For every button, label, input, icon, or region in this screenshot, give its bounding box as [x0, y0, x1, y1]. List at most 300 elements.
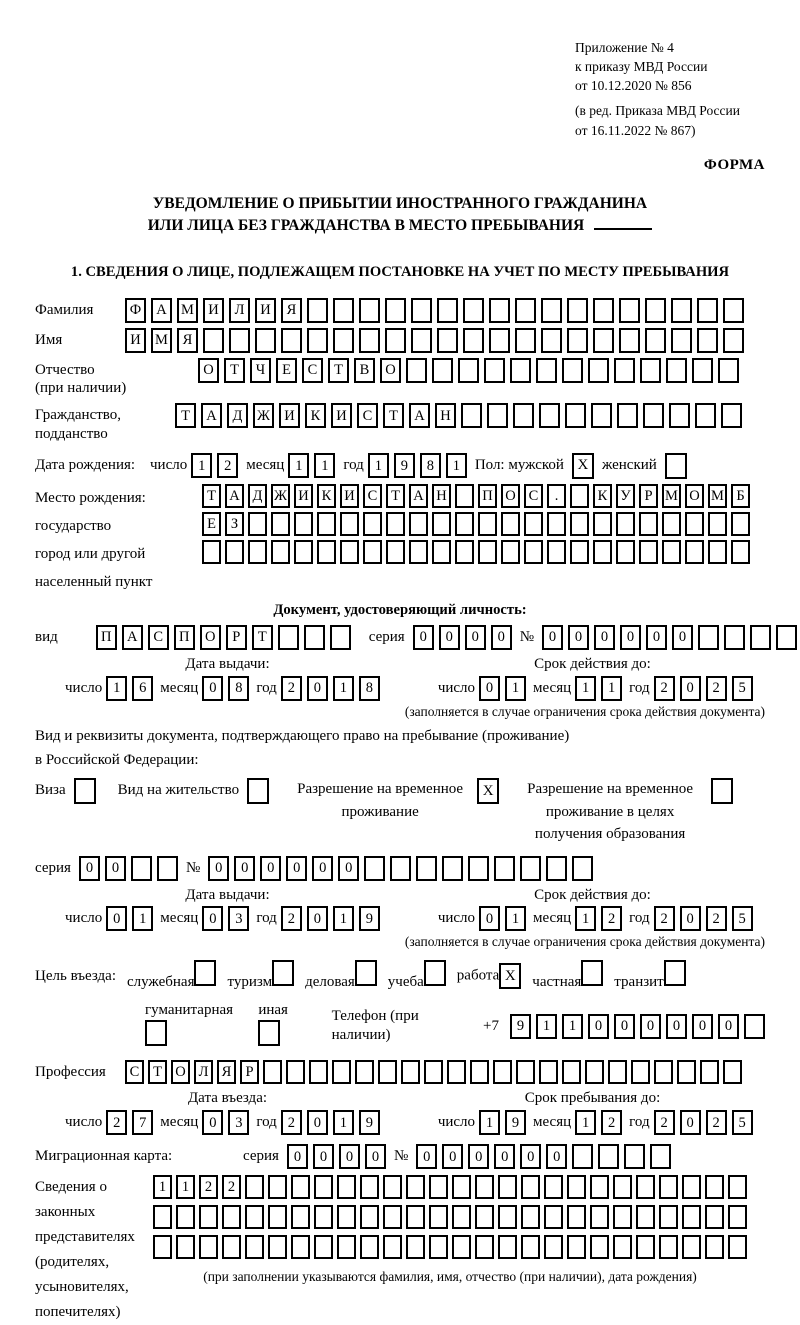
char-box[interactable]: 9	[359, 906, 380, 931]
char-box[interactable]	[447, 1060, 466, 1084]
char-box[interactable]	[437, 298, 458, 323]
char-box[interactable]	[728, 1205, 747, 1229]
char-box[interactable]	[516, 1060, 535, 1084]
char-box[interactable]	[455, 540, 474, 564]
char-box[interactable]: 0	[479, 906, 500, 931]
char-box[interactable]: 0	[105, 856, 126, 881]
char-box[interactable]: 9	[510, 1014, 531, 1039]
char-box[interactable]	[728, 1235, 747, 1259]
char-box[interactable]: М	[708, 484, 727, 508]
visa-checkbox[interactable]	[74, 778, 96, 804]
char-box[interactable]	[631, 1060, 650, 1084]
char-box[interactable]	[333, 328, 354, 353]
char-box[interactable]: 2	[199, 1175, 218, 1199]
char-box[interactable]	[659, 1205, 678, 1229]
char-box[interactable]	[307, 298, 328, 323]
char-box[interactable]	[570, 512, 589, 536]
char-box[interactable]: 1	[505, 676, 526, 701]
purpose-humanitarian-checkbox[interactable]	[145, 1020, 167, 1046]
char-box[interactable]: 8	[420, 453, 441, 478]
char-box[interactable]: У	[616, 484, 635, 508]
char-box[interactable]	[222, 1205, 241, 1229]
char-box[interactable]	[698, 625, 719, 650]
char-box[interactable]: 0	[620, 625, 641, 650]
char-box[interactable]	[501, 540, 520, 564]
char-box[interactable]: 0	[339, 1144, 360, 1169]
char-box[interactable]	[645, 328, 666, 353]
char-box[interactable]	[432, 512, 451, 536]
char-box[interactable]	[406, 358, 427, 383]
char-box[interactable]: И	[331, 403, 352, 428]
char-box[interactable]: 0	[439, 625, 460, 650]
char-box[interactable]	[750, 625, 771, 650]
char-box[interactable]: 1	[314, 453, 335, 478]
char-box[interactable]	[432, 540, 451, 564]
char-box[interactable]	[489, 298, 510, 323]
char-box[interactable]: 0	[79, 856, 100, 881]
char-box[interactable]: .	[547, 484, 566, 508]
char-box[interactable]	[705, 1175, 724, 1199]
char-box[interactable]: О	[380, 358, 401, 383]
char-box[interactable]: 3	[228, 1110, 249, 1135]
char-box[interactable]: 1	[333, 1110, 354, 1135]
char-box[interactable]: 0	[718, 1014, 739, 1039]
char-box[interactable]	[291, 1235, 310, 1259]
char-box[interactable]: 8	[228, 676, 249, 701]
char-box[interactable]: С	[302, 358, 323, 383]
purpose-private-checkbox[interactable]	[581, 960, 603, 986]
char-box[interactable]	[463, 328, 484, 353]
char-box[interactable]	[585, 1060, 604, 1084]
char-box[interactable]: Н	[435, 403, 456, 428]
char-box[interactable]	[429, 1235, 448, 1259]
char-box[interactable]	[330, 625, 351, 650]
char-box[interactable]	[659, 1235, 678, 1259]
char-box[interactable]: 5	[732, 676, 753, 701]
char-box[interactable]: А	[151, 298, 172, 323]
char-box[interactable]: 2	[106, 1110, 127, 1135]
char-box[interactable]	[314, 1235, 333, 1259]
char-box[interactable]	[723, 1060, 742, 1084]
purpose-other-checkbox[interactable]	[258, 1020, 280, 1046]
char-box[interactable]	[613, 1235, 632, 1259]
char-box[interactable]	[271, 540, 290, 564]
char-box[interactable]: Я	[281, 298, 302, 323]
char-box[interactable]: 0	[588, 1014, 609, 1039]
char-box[interactable]: 0	[680, 676, 701, 701]
char-box[interactable]: 0	[680, 1110, 701, 1135]
char-box[interactable]	[271, 512, 290, 536]
char-box[interactable]: К	[317, 484, 336, 508]
char-box[interactable]	[385, 298, 406, 323]
char-box[interactable]: 0	[680, 906, 701, 931]
char-box[interactable]: Т	[386, 484, 405, 508]
char-box[interactable]	[314, 1175, 333, 1199]
char-box[interactable]	[411, 298, 432, 323]
char-box[interactable]	[608, 1060, 627, 1084]
char-box[interactable]: 1	[575, 1110, 596, 1135]
char-box[interactable]	[317, 540, 336, 564]
char-box[interactable]: 1	[132, 906, 153, 931]
char-box[interactable]	[360, 1235, 379, 1259]
char-box[interactable]	[248, 512, 267, 536]
char-box[interactable]	[567, 1235, 586, 1259]
char-box[interactable]	[728, 1175, 747, 1199]
char-box[interactable]	[521, 1175, 540, 1199]
char-box[interactable]: Т	[175, 403, 196, 428]
char-box[interactable]: 2	[706, 1110, 727, 1135]
char-box[interactable]	[337, 1205, 356, 1229]
char-box[interactable]: 0	[491, 625, 512, 650]
char-box[interactable]	[682, 1235, 701, 1259]
char-box[interactable]: О	[501, 484, 520, 508]
char-box[interactable]: 2	[654, 1110, 675, 1135]
char-box[interactable]	[744, 1014, 765, 1039]
char-box[interactable]: А	[409, 484, 428, 508]
char-box[interactable]	[332, 1060, 351, 1084]
char-box[interactable]	[731, 540, 750, 564]
char-box[interactable]	[501, 512, 520, 536]
char-box[interactable]	[682, 1175, 701, 1199]
char-box[interactable]	[697, 328, 718, 353]
char-box[interactable]: 0	[646, 625, 667, 650]
char-box[interactable]	[547, 512, 566, 536]
char-box[interactable]: 0	[640, 1014, 661, 1039]
char-box[interactable]	[593, 512, 612, 536]
char-box[interactable]	[452, 1175, 471, 1199]
char-box[interactable]: 0	[338, 856, 359, 881]
char-box[interactable]	[468, 856, 489, 881]
char-box[interactable]: П	[478, 484, 497, 508]
char-box[interactable]	[489, 328, 510, 353]
char-box[interactable]	[314, 1205, 333, 1229]
char-box[interactable]	[662, 512, 681, 536]
char-box[interactable]: М	[151, 328, 172, 353]
char-box[interactable]	[718, 358, 739, 383]
char-box[interactable]: 0	[208, 856, 229, 881]
char-box[interactable]	[383, 1205, 402, 1229]
char-box[interactable]	[724, 625, 745, 650]
char-box[interactable]: 1	[575, 906, 596, 931]
char-box[interactable]	[619, 298, 640, 323]
char-box[interactable]	[153, 1235, 172, 1259]
char-box[interactable]	[695, 403, 716, 428]
char-box[interactable]	[645, 298, 666, 323]
char-box[interactable]: 2	[706, 676, 727, 701]
char-box[interactable]	[409, 540, 428, 564]
char-box[interactable]: С	[524, 484, 543, 508]
char-box[interactable]	[494, 856, 515, 881]
temp-residence-education-checkbox[interactable]	[711, 778, 733, 804]
char-box[interactable]: 9	[394, 453, 415, 478]
char-box[interactable]	[340, 512, 359, 536]
char-box[interactable]: Б	[731, 484, 750, 508]
char-box[interactable]: Т	[252, 625, 273, 650]
char-box[interactable]	[225, 540, 244, 564]
char-box[interactable]	[245, 1235, 264, 1259]
char-box[interactable]	[452, 1235, 471, 1259]
char-box[interactable]	[636, 1205, 655, 1229]
char-box[interactable]	[268, 1235, 287, 1259]
char-box[interactable]: 2	[706, 906, 727, 931]
char-box[interactable]: 0	[416, 1144, 437, 1169]
char-box[interactable]	[475, 1175, 494, 1199]
char-box[interactable]: 1	[575, 676, 596, 701]
char-box[interactable]	[203, 328, 224, 353]
char-box[interactable]	[654, 1060, 673, 1084]
char-box[interactable]: 1	[601, 676, 622, 701]
char-box[interactable]	[520, 856, 541, 881]
char-box[interactable]: 8	[359, 676, 380, 701]
residence-permit-checkbox[interactable]	[247, 778, 269, 804]
char-box[interactable]	[671, 298, 692, 323]
char-box[interactable]	[536, 358, 557, 383]
char-box[interactable]: 1	[479, 1110, 500, 1135]
char-box[interactable]	[245, 1205, 264, 1229]
char-box[interactable]: 1	[536, 1014, 557, 1039]
char-box[interactable]	[409, 512, 428, 536]
char-box[interactable]: Л	[194, 1060, 213, 1084]
char-box[interactable]	[337, 1175, 356, 1199]
char-box[interactable]: 0	[286, 856, 307, 881]
char-box[interactable]: А	[225, 484, 244, 508]
char-box[interactable]	[614, 358, 635, 383]
char-box[interactable]: 0	[260, 856, 281, 881]
char-box[interactable]: 5	[732, 1110, 753, 1135]
char-box[interactable]: 0	[106, 906, 127, 931]
char-box[interactable]	[478, 512, 497, 536]
char-box[interactable]: 0	[307, 676, 328, 701]
char-box[interactable]	[562, 1060, 581, 1084]
char-box[interactable]	[131, 856, 152, 881]
char-box[interactable]: О	[685, 484, 704, 508]
char-box[interactable]	[406, 1175, 425, 1199]
char-box[interactable]	[424, 1060, 443, 1084]
char-box[interactable]	[359, 298, 380, 323]
char-box[interactable]	[498, 1205, 517, 1229]
char-box[interactable]: 7	[132, 1110, 153, 1135]
char-box[interactable]	[475, 1235, 494, 1259]
char-box[interactable]: И	[125, 328, 146, 353]
char-box[interactable]: Д	[227, 403, 248, 428]
char-box[interactable]	[487, 403, 508, 428]
char-box[interactable]	[639, 512, 658, 536]
char-box[interactable]	[222, 1235, 241, 1259]
char-box[interactable]	[567, 328, 588, 353]
char-box[interactable]: 0	[307, 1110, 328, 1135]
char-box[interactable]	[281, 328, 302, 353]
char-box[interactable]	[263, 1060, 282, 1084]
char-box[interactable]: 0	[312, 856, 333, 881]
char-box[interactable]: 0	[542, 625, 563, 650]
char-box[interactable]: А	[409, 403, 430, 428]
char-box[interactable]	[524, 512, 543, 536]
char-box[interactable]	[470, 1060, 489, 1084]
char-box[interactable]: 1	[562, 1014, 583, 1039]
char-box[interactable]	[624, 1144, 645, 1169]
char-box[interactable]	[498, 1235, 517, 1259]
char-box[interactable]	[567, 298, 588, 323]
char-box[interactable]	[547, 540, 566, 564]
char-box[interactable]	[364, 856, 385, 881]
char-box[interactable]	[705, 1205, 724, 1229]
char-box[interactable]	[416, 856, 437, 881]
char-box[interactable]	[406, 1235, 425, 1259]
char-box[interactable]	[317, 512, 336, 536]
char-box[interactable]	[705, 1235, 724, 1259]
char-box[interactable]	[429, 1175, 448, 1199]
char-box[interactable]: П	[174, 625, 195, 650]
char-box[interactable]	[515, 328, 536, 353]
char-box[interactable]	[385, 328, 406, 353]
char-box[interactable]	[685, 512, 704, 536]
char-box[interactable]: 0	[307, 906, 328, 931]
char-box[interactable]	[176, 1205, 195, 1229]
char-box[interactable]: 0	[692, 1014, 713, 1039]
char-box[interactable]: Т	[202, 484, 221, 508]
char-box[interactable]	[588, 358, 609, 383]
char-box[interactable]: 1	[106, 676, 127, 701]
char-box[interactable]	[406, 1205, 425, 1229]
char-box[interactable]	[268, 1205, 287, 1229]
char-box[interactable]: 0	[413, 625, 434, 650]
char-box[interactable]	[386, 540, 405, 564]
char-box[interactable]: Е	[276, 358, 297, 383]
char-box[interactable]	[383, 1175, 402, 1199]
char-box[interactable]	[386, 512, 405, 536]
char-box[interactable]: 2	[601, 906, 622, 931]
char-box[interactable]	[475, 1205, 494, 1229]
char-box[interactable]	[692, 358, 713, 383]
char-box[interactable]: С	[357, 403, 378, 428]
char-box[interactable]: 6	[132, 676, 153, 701]
char-box[interactable]: 0	[468, 1144, 489, 1169]
char-box[interactable]	[176, 1235, 195, 1259]
char-box[interactable]: 5	[732, 906, 753, 931]
char-box[interactable]	[461, 403, 482, 428]
char-box[interactable]: 1	[288, 453, 309, 478]
char-box[interactable]: З	[225, 512, 244, 536]
char-box[interactable]: 0	[202, 1110, 223, 1135]
char-box[interactable]	[590, 1175, 609, 1199]
char-box[interactable]: Ж	[271, 484, 290, 508]
char-box[interactable]	[286, 1060, 305, 1084]
char-box[interactable]	[636, 1175, 655, 1199]
char-box[interactable]: 0	[494, 1144, 515, 1169]
char-box[interactable]: 0	[202, 676, 223, 701]
char-box[interactable]: Е	[202, 512, 221, 536]
char-box[interactable]: В	[354, 358, 375, 383]
char-box[interactable]	[378, 1060, 397, 1084]
char-box[interactable]	[432, 358, 453, 383]
char-box[interactable]	[616, 540, 635, 564]
char-box[interactable]: С	[125, 1060, 144, 1084]
char-box[interactable]: С	[148, 625, 169, 650]
char-box[interactable]: Т	[224, 358, 245, 383]
char-box[interactable]	[669, 403, 690, 428]
char-box[interactable]	[565, 403, 586, 428]
char-box[interactable]	[521, 1235, 540, 1259]
char-box[interactable]	[721, 403, 742, 428]
char-box[interactable]	[363, 512, 382, 536]
char-box[interactable]: К	[305, 403, 326, 428]
char-box[interactable]: 3	[228, 906, 249, 931]
char-box[interactable]	[617, 403, 638, 428]
char-box[interactable]: 1	[176, 1175, 195, 1199]
char-box[interactable]: О	[198, 358, 219, 383]
char-box[interactable]: Я	[177, 328, 198, 353]
char-box[interactable]: И	[294, 484, 313, 508]
char-box[interactable]	[478, 540, 497, 564]
char-box[interactable]	[248, 540, 267, 564]
char-box[interactable]	[567, 1205, 586, 1229]
char-box[interactable]	[697, 298, 718, 323]
char-box[interactable]	[363, 540, 382, 564]
char-box[interactable]	[493, 1060, 512, 1084]
char-box[interactable]	[268, 1175, 287, 1199]
char-box[interactable]: 1	[368, 453, 389, 478]
char-box[interactable]	[359, 328, 380, 353]
char-box[interactable]: 1	[505, 906, 526, 931]
char-box[interactable]: Я	[217, 1060, 236, 1084]
char-box[interactable]	[229, 328, 250, 353]
char-box[interactable]	[455, 512, 474, 536]
char-box[interactable]: 0	[479, 676, 500, 701]
char-box[interactable]	[639, 540, 658, 564]
char-box[interactable]: 9	[505, 1110, 526, 1135]
char-box[interactable]	[662, 540, 681, 564]
char-box[interactable]: К	[593, 484, 612, 508]
char-box[interactable]	[636, 1235, 655, 1259]
purpose-business-checkbox[interactable]	[355, 960, 377, 986]
char-box[interactable]: Р	[226, 625, 247, 650]
char-box[interactable]	[640, 358, 661, 383]
temp-residence-checkbox[interactable]: X	[477, 778, 499, 804]
char-box[interactable]: И	[255, 298, 276, 323]
char-box[interactable]	[776, 625, 797, 650]
char-box[interactable]	[278, 625, 299, 650]
purpose-study-checkbox[interactable]	[424, 960, 446, 986]
char-box[interactable]	[307, 328, 328, 353]
char-box[interactable]	[245, 1175, 264, 1199]
char-box[interactable]	[340, 540, 359, 564]
char-box[interactable]	[593, 328, 614, 353]
char-box[interactable]: 0	[666, 1014, 687, 1039]
char-box[interactable]: О	[200, 625, 221, 650]
char-box[interactable]: 0	[614, 1014, 635, 1039]
char-box[interactable]	[199, 1235, 218, 1259]
char-box[interactable]	[671, 328, 692, 353]
char-box[interactable]	[455, 484, 474, 508]
char-box[interactable]	[294, 512, 313, 536]
char-box[interactable]	[383, 1235, 402, 1259]
char-box[interactable]	[437, 328, 458, 353]
char-box[interactable]: П	[96, 625, 117, 650]
char-box[interactable]	[255, 328, 276, 353]
char-box[interactable]	[442, 856, 463, 881]
char-box[interactable]	[199, 1205, 218, 1229]
char-box[interactable]	[590, 1205, 609, 1229]
char-box[interactable]	[613, 1205, 632, 1229]
char-box[interactable]	[723, 298, 744, 323]
char-box[interactable]	[515, 298, 536, 323]
char-box[interactable]: Ж	[253, 403, 274, 428]
char-box[interactable]: 0	[287, 1144, 308, 1169]
char-box[interactable]: 1	[191, 453, 212, 478]
char-box[interactable]	[429, 1205, 448, 1229]
char-box[interactable]: М	[177, 298, 198, 323]
char-box[interactable]	[572, 856, 593, 881]
